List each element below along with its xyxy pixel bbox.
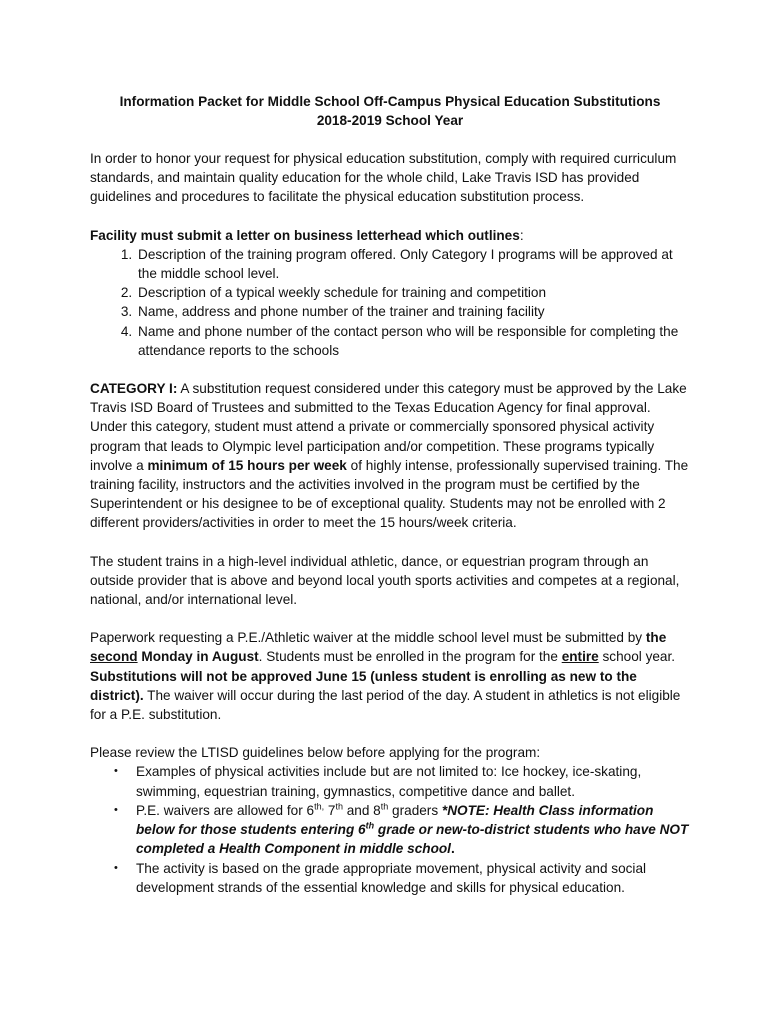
title-line-2: 2018-2019 School Year: [316, 113, 464, 128]
bullet-icon: •: [114, 803, 118, 816]
review-list: [90, 762, 690, 896]
document-title: [90, 92, 690, 130]
review-item-1-text: Examples of physical activities include but are not limited to: Ice hockey, ice-skating, swimming, equestrian training, gymnastics, competitive dance and ballet.: [136, 764, 642, 799]
review-item-1: [114, 762, 690, 800]
review-item-2-text-c: and 8: [342, 802, 381, 818]
paperwork-text-1: Paperwork requesting a P.E./Athletic waiver at the middle school level must be submitted by: [90, 630, 646, 646]
superscript-th: th: [365, 820, 375, 831]
paperwork-bold-1: the: [645, 630, 667, 646]
review-item-2: [114, 801, 690, 859]
category-paragraph: [90, 379, 690, 533]
facility-heading-colon: :: [519, 227, 524, 243]
review-item-2-text-a: P.E. waivers are allowed for 6: [136, 802, 315, 818]
category-text-1: A substitution request considered under this category must be approved by the Lake Travis ISD Board of Trustees and submitted to the Texas Education Agency for final approval. Under this category, student must attend a private or commercially sponsored physical activity program that leads to Olympic level participation and/or competition. These programs typically involve a: [90, 381, 687, 473]
health-note-period: .: [450, 841, 455, 857]
paperwork-bold-3: Monday in August: [137, 649, 259, 665]
document-page: [90, 92, 690, 897]
paperwork-bold-5: Substitutions will not be approved June 15 (unless student is enrolling as new to the district).: [90, 668, 637, 703]
facility-item-4: 4. Name and phone number of the contact person who will be responsible for completing the attendance reports to the schools: [136, 322, 690, 360]
superscript-th: th: [380, 801, 389, 812]
facility-item-1: 1. Description of the training program offered. Only Category I programs will be approved at the middle school level.: [136, 245, 690, 283]
paperwork-text-3: school year.: [598, 649, 676, 665]
title-line-1: Information Packet for Middle School Off-Campus Physical Education Substitutions: [119, 94, 661, 109]
review-item-3-text: The activity is based on the grade appropriate movement, physical activity and social development strands of the essential knowledge and skills for physical education.: [136, 860, 647, 895]
health-note-part-2: grade or new-to-district students who have NOT completed a Health Component in middle school: [136, 822, 689, 857]
review-intro: Please review the LTISD guidelines below before applying for the program:: [90, 745, 541, 761]
paperwork-entire: entire: [561, 649, 599, 665]
bullet-icon: •: [114, 765, 118, 778]
trains-paragraph: The student trains in a high-level individual athletic, dance, or equestrian program through an outside provider that is above and beyond local youth sports activities and competes at a regional, national, and/or international level.: [90, 553, 680, 608]
paperwork-second: second: [90, 649, 138, 665]
review-item-3: [114, 859, 690, 897]
facility-item-2: 2. Description of a typical weekly schedule for training and competition: [136, 283, 690, 302]
facility-item-3: 3. Name, address and phone number of the trainer and training facility: [136, 302, 690, 321]
paperwork-text-2: . Students must be enrolled in the program for the: [258, 649, 562, 665]
bullet-icon: •: [114, 861, 118, 874]
facility-heading-text: Facility must submit a letter on business letterhead which outlines: [90, 227, 520, 243]
facility-heading: [90, 226, 690, 245]
paperwork-text-4: The waiver will occur during the last period of the day. A student in athletics is not eligible for a P.E. substitution.: [90, 687, 681, 723]
health-note-part-1: *NOTE: Health Class information below for those students entering 6: [136, 802, 654, 838]
intro-paragraph: In order to honor your request for physical education substitution, comply with required curriculum standards, and maintain quality education for the whole child, Lake Travis ISD has provided guidelines and procedures to facilitate the physical education substitution process.: [90, 151, 677, 205]
review-item-2-text-d: graders: [388, 802, 442, 818]
facility-list: [90, 245, 690, 360]
category-label: CATEGORY I:: [90, 381, 178, 397]
category-bold: minimum of 15 hours per week: [147, 457, 347, 473]
category-text-2: of highly intense, professionally supervised training. The training facility, instructors and the activities involved in the program must be certified by the Superintendent or his designee to be of exceptional quality. Students may not be enrolled with 2 different providers/activities in order to meet the 15 hours/week criteria.: [90, 457, 689, 531]
superscript-th: th,: [314, 801, 325, 812]
review-item-2-text-b: 7: [324, 802, 336, 818]
paperwork-paragraph: [90, 628, 690, 724]
superscript-th: th: [335, 801, 343, 812]
